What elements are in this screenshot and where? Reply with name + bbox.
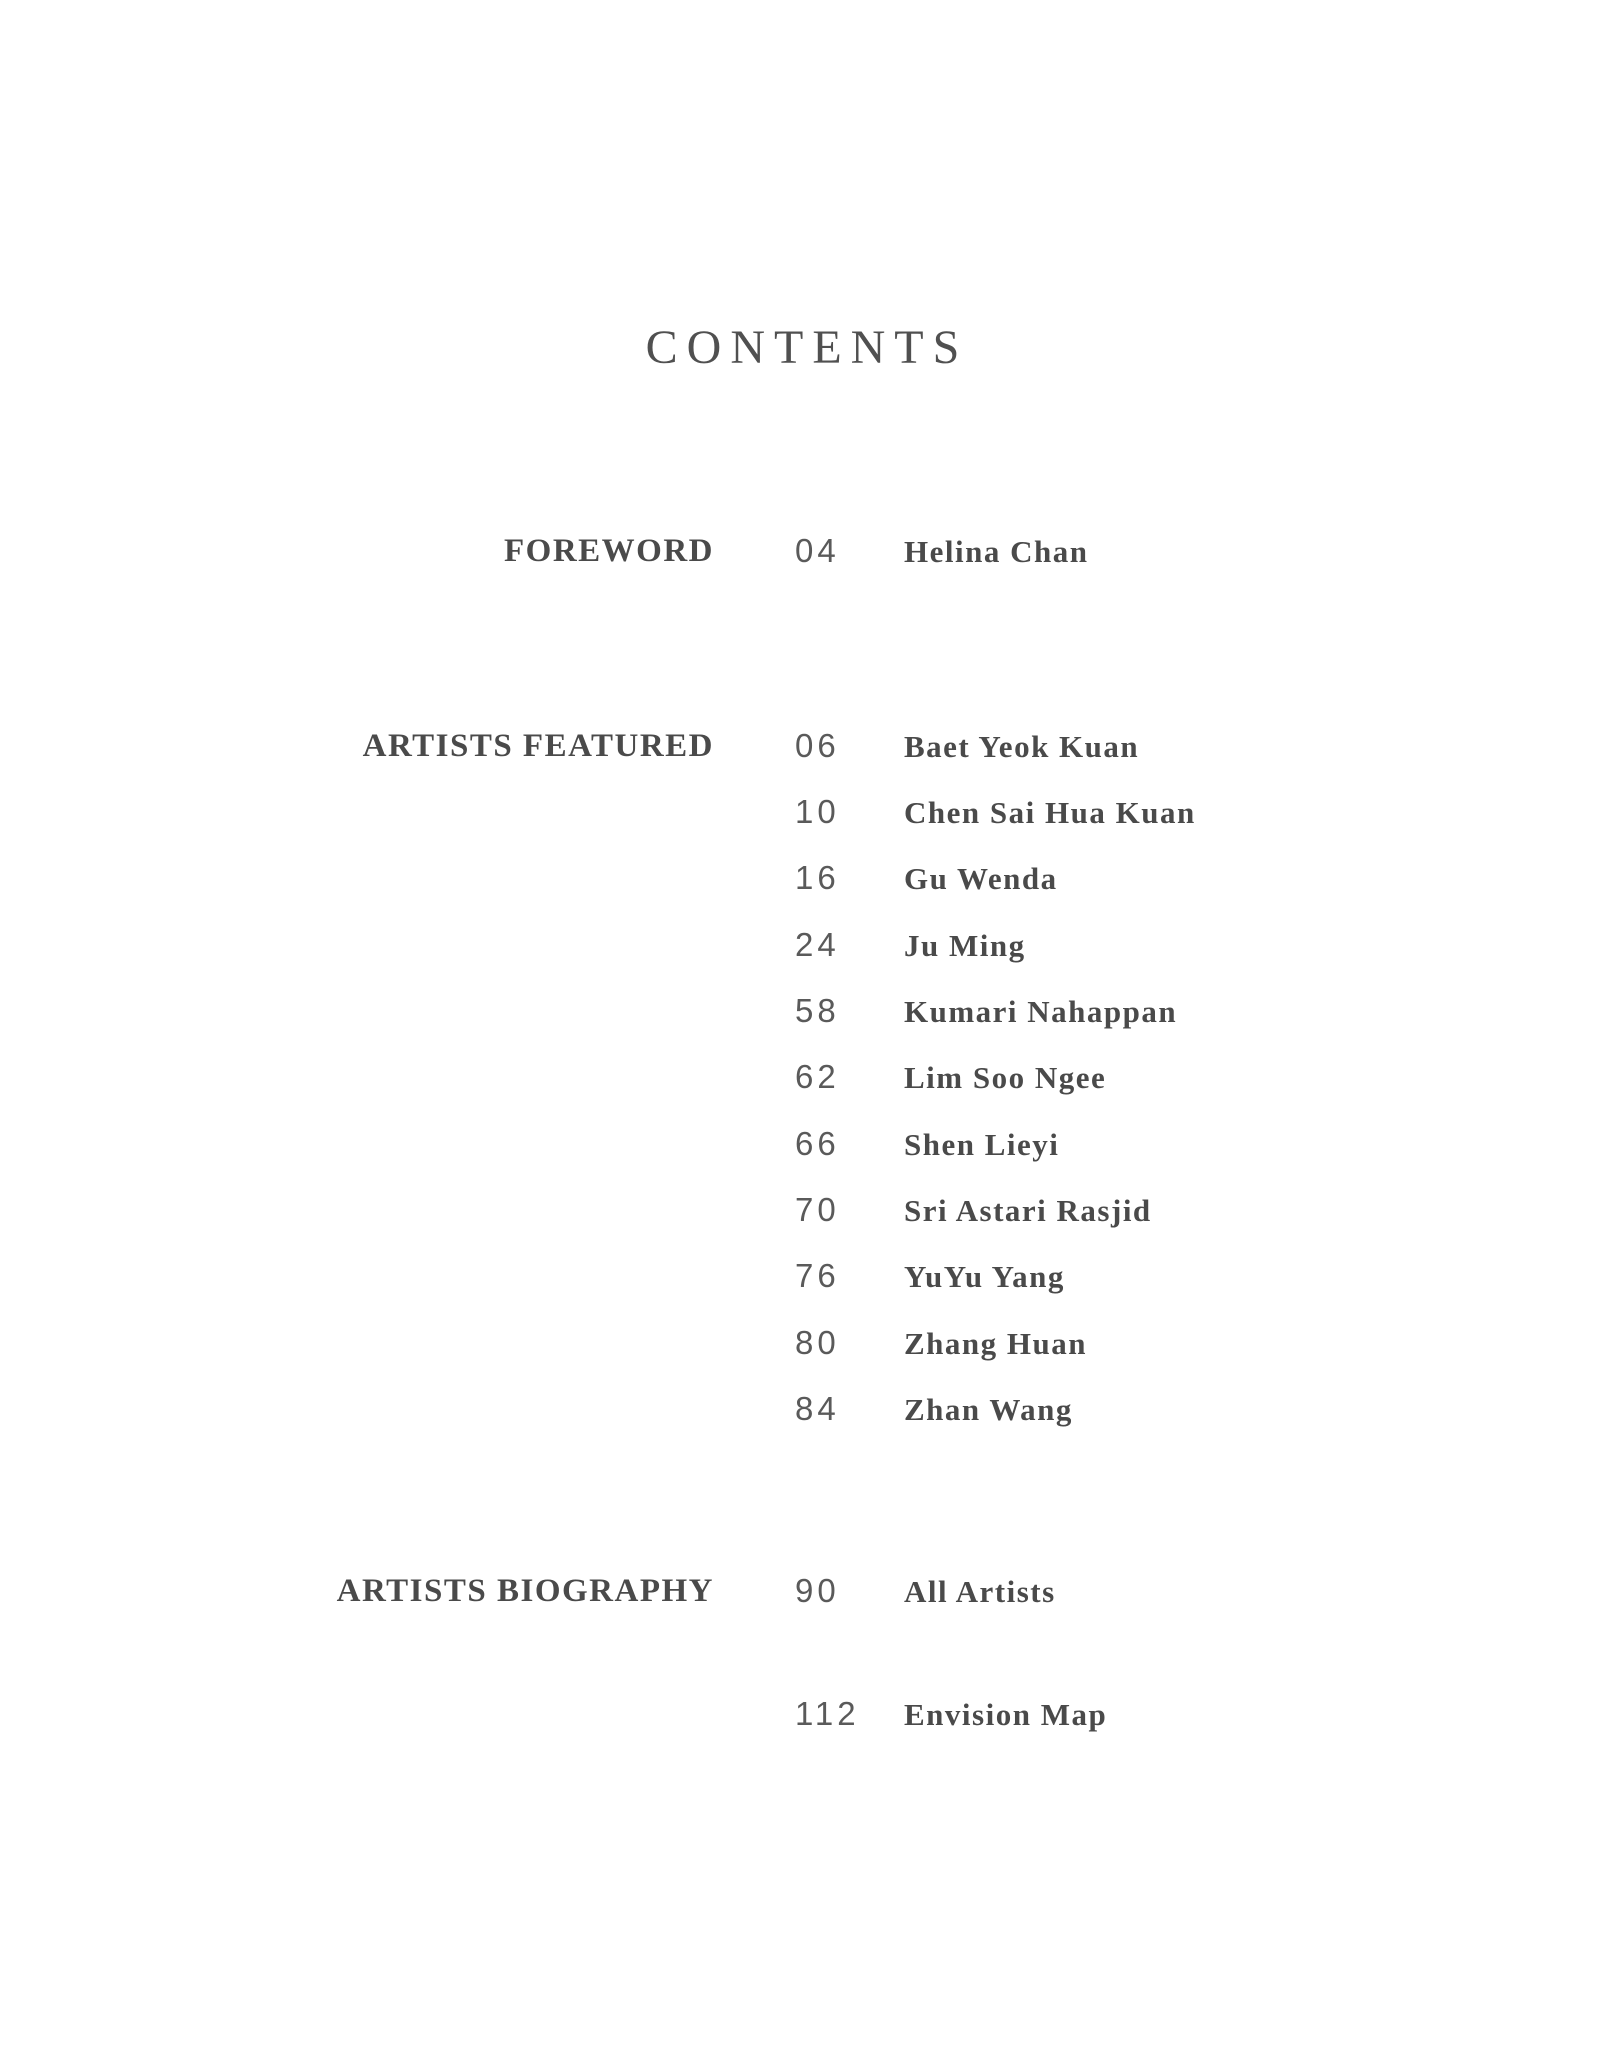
page-number: 04 [795, 532, 840, 569]
entry-name: Sri Astari Rasjid [904, 1193, 1152, 1228]
section-label-artists-biography: ARTISTS BIOGRAPHY [336, 1573, 714, 1609]
page-number: 06 [795, 727, 840, 764]
entry-name: Kumari Nahappan [904, 994, 1178, 1029]
entry-name: All Artists [904, 1574, 1056, 1609]
page-number: 10 [795, 793, 840, 830]
section-label-artists-featured: ARTISTS FEATURED [362, 728, 714, 764]
entry-name: Gu Wenda [904, 861, 1058, 896]
page-number: 66 [795, 1125, 840, 1162]
entry-name: Envision Map [904, 1697, 1108, 1732]
page-title: CONTENTS [645, 321, 969, 374]
page-number: 70 [795, 1191, 840, 1228]
entry-name: Zhang Huan [904, 1326, 1088, 1361]
entry-name: Chen Sai Hua Kuan [904, 795, 1196, 830]
page-number: 24 [795, 926, 840, 963]
entry-name: Helina Chan [904, 534, 1089, 569]
page-number: 84 [795, 1390, 840, 1427]
entry-name: Ju Ming [904, 928, 1026, 963]
page-number: 90 [795, 1572, 840, 1609]
page-number: 80 [795, 1324, 840, 1361]
entry-name: Shen Lieyi [904, 1127, 1060, 1162]
page-number: 76 [795, 1257, 840, 1294]
entry-name: YuYu Yang [904, 1259, 1065, 1294]
page-number: 62 [795, 1058, 840, 1095]
page-number: 112 [795, 1695, 860, 1732]
page-number: 16 [795, 859, 840, 896]
entry-name: Zhan Wang [904, 1392, 1073, 1427]
page-number: 58 [795, 992, 840, 1029]
entry-name: Baet Yeok Kuan [904, 729, 1140, 764]
entry-name: Lim Soo Ngee [904, 1060, 1107, 1095]
section-label-foreword: FOREWORD [504, 533, 714, 569]
